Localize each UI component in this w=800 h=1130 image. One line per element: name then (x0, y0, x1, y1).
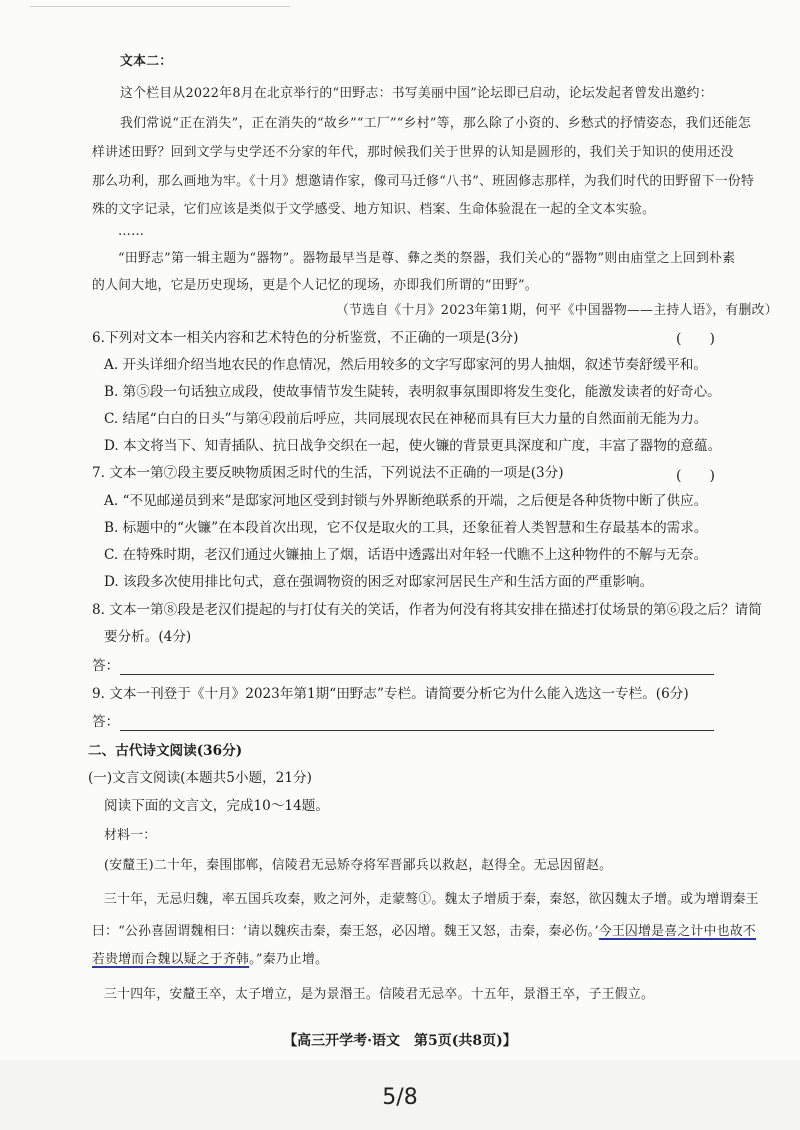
question-7-stem: 7. 文本一第⑦段主要反映物质困乏时代的生活，下列说法不正确的一项是(3分) (92, 465, 564, 481)
section-2-instruction: 阅读下面的文言文，完成10～14题。 (104, 798, 329, 814)
text2-paragraph: 那么功利，那么画地为牢。《十月》想邀请作家，像司马迁修“八书”、班固修志那样，为我们时代的田野留下一份特 (92, 174, 755, 189)
question-6-stem: 6.下列对文本一相关内容和艺术特色的分析鉴赏，不正确的一项是(3分) (92, 330, 519, 346)
page-footer: 【高三开学考·语文 第5页(共8页)】 (283, 1033, 517, 1049)
question-7-option-c: C. 在特殊时期，老汉们通过火镰抽上了烟，话语中透露出对年轻一代瞧不上这种物件的不解与无奈。 (104, 547, 708, 563)
classical-text-line (92, 922, 756, 942)
text2-paragraph: “田野志”第一辑主题为“器物”。器物最早当是尊、彝之类的祭器，我们关心的“器物”则由庙堂之上回到朴素 (118, 251, 736, 266)
question-8-answer-line[interactable] (120, 674, 714, 675)
text2-source: （节选自《十月》2023年第1期，何平《中国器物——主持人语》，有删改） (336, 303, 778, 318)
question-6-answer-blank[interactable]: ( ) (676, 331, 715, 347)
question-7-answer-blank[interactable]: ( ) (676, 468, 715, 484)
scan-artifact (30, 6, 290, 7)
question-6-option-a: A. 开头详细介绍当地农民的作息情况，然后用较多的文字写邸家河的男人抽烟，叙述节奏舒缓平和。 (104, 357, 707, 373)
text2-paragraph: 这个栏目从2022年8月在北京举行的“田野志：书写美丽中国”论坛即已启动，论坛发起者曾发出邀约： (120, 86, 713, 101)
question-8-stem: 8. 文本一第⑧段是老汉们提起的与打仗有关的笑话，作者为何没有将其安排在描述打仗场景的第⑥段之后？请简 (92, 602, 762, 618)
text2-paragraph: 的人间大地，它是历史现场，更是个人记忆的现场，亦即我们所谓的“田野”。 (92, 278, 538, 293)
classical-text-line: (安釐王)二十年，秦围邯郸，信陵君无忌矫夺将军晋鄙兵以救赵，赵得全。无忌因留赵。 (104, 858, 613, 873)
material-1-label: 材料一： (104, 828, 157, 843)
classical-text-line: 三十年，无忌归魏，率五国兵攻秦，败之河外，走蒙骜①。魏太子增质于秦，秦怒，欲囚魏太子增。或为增谓秦王 (104, 892, 759, 907)
question-8-answer-label: 答： (92, 658, 120, 674)
question-9-stem: 9. 文本一刊登于《十月》2023年第1期“田野志”专栏。请简要分析它为什么能入选这一专栏。(6分) (92, 686, 689, 702)
section-2-subtitle: (一)文言文阅读(本题共5小题，21分) (88, 770, 312, 786)
text2-heading: 文本二： (120, 54, 173, 69)
question-7-option-b: B. 标题中的“火镰”在本段首次出现，它不仅是取火的工具，还象征着人类智慧和生存最基本的需求。 (104, 520, 708, 536)
question-6-option-b: B. 第⑤段一句话独立成段，使故事情节发生陡转，表明叙事氛围即将发生变化，能激发读者的好奇心。 (104, 384, 721, 400)
underlined-sentence: 今王囚增是喜之计中也故不 (598, 924, 757, 939)
classical-text-line: 三十四年，安釐王卒，太子增立，是为景湣王。信陵君无忌卒。十五年，景湣王卒，子王假立。 (104, 987, 655, 1002)
classical-text-segment: 曰：“公孙喜固谓魏相曰：‘请以魏疾击秦，秦王怒，必囚增。魏王又怒，击秦，秦必伤。’ (92, 924, 599, 939)
question-7-option-d: D. 该段多次使用排比句式，意在强调物资的困乏对邸家河居民生产和生活方面的严重影响。 (104, 574, 654, 590)
question-7-option-a: A. “不见邮递员到来”是邸家河地区受到封锁与外界断绝联系的开端，之后便是各种货物中断了供应。 (104, 493, 708, 509)
question-6-option-c: C. 结尾“白白的日头”与第④段前后呼应，共同展现农民在神秘而具有巨大力量的自然面前无能为力。 (104, 411, 708, 427)
page-indicator: 5/8 (382, 1085, 418, 1110)
text2-paragraph: 样讲述田野？回到文学与史学还不分家的年代，那时候我们关于世界的认知是圆形的，我们关于知识的使用还没 (92, 145, 734, 160)
ellipsis: …… (118, 224, 145, 239)
text2-paragraph: 我们常说“正在消失”，正在消失的“故乡”“工厂”“乡村”等，那么除了小资的、乡愁式的抒情姿态，我们还能怎 (120, 116, 751, 131)
underlined-sentence: 若贵增而合魏以疑之于齐韩 (92, 952, 250, 967)
classical-text-line (92, 950, 328, 970)
classical-text-segment: 。”秦乃止增。 (249, 952, 329, 967)
question-6-option-d: D. 本文将当下、知青插队、抗日战争交织在一起，使火镰的背景更具深度和广度，丰富了器物的意蕴。 (104, 438, 722, 454)
question-8-stem: 要分析。(4分) (104, 629, 192, 645)
text2-paragraph: 殊的文字记录，它们应该是类似于文学感受、地方知识、档案、生命体验混在一起的全文本实验。 (92, 202, 656, 217)
question-9-answer-label: 答： (92, 714, 120, 730)
question-9-answer-line[interactable] (120, 730, 714, 731)
section-2-title: 二、古代诗文阅读(36分) (88, 743, 243, 759)
